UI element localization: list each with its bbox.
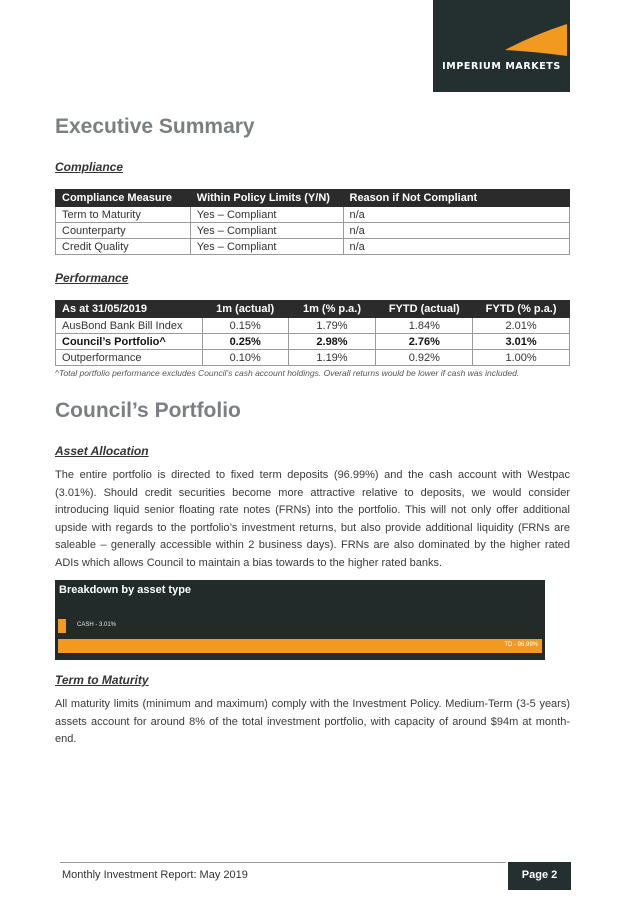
bar-cash xyxy=(58,619,66,633)
footer-divider xyxy=(60,862,506,863)
table-cell: 3.01% xyxy=(473,334,570,350)
table-cell: 1.00% xyxy=(473,350,570,366)
column-header: 1m (% p.a.) xyxy=(288,301,376,318)
imperium-markets-logo xyxy=(433,0,570,92)
table-header-row xyxy=(56,190,570,207)
table-row xyxy=(56,318,570,334)
table-row xyxy=(56,350,570,366)
term-to-maturity-heading: Term to Maturity xyxy=(55,673,149,687)
executive-summary-title: Executive Summary xyxy=(55,115,255,138)
table-cell: Yes – Compliant xyxy=(190,239,343,255)
performance-table xyxy=(55,300,570,366)
table-cell: n/a xyxy=(343,207,570,223)
table-cell: Yes – Compliant xyxy=(190,223,343,239)
column-header: Within Policy Limits (Y/N) xyxy=(190,190,343,207)
table-cell: 2.01% xyxy=(473,318,570,334)
table-row xyxy=(56,223,570,239)
compliance-table xyxy=(55,189,570,255)
logo-text: IMPERIUM MARKETS xyxy=(442,61,561,72)
table-cell: 2.76% xyxy=(376,334,473,350)
chart-title: Breakdown by asset type xyxy=(59,584,192,596)
table-header-row xyxy=(56,301,570,318)
bar-td xyxy=(58,639,542,653)
table-cell: 0.15% xyxy=(202,318,288,334)
asset-type-chart xyxy=(55,580,545,660)
table-cell: Counterparty xyxy=(56,223,191,239)
table-cell: 1.79% xyxy=(288,318,376,334)
asset-allocation-heading: Asset Allocation xyxy=(55,444,149,458)
table-cell: 0.25% xyxy=(202,334,288,350)
table-cell: Credit Quality xyxy=(56,239,191,255)
column-header: FYTD (% p.a.) xyxy=(473,301,570,318)
table-cell: 0.10% xyxy=(202,350,288,366)
table-cell: Yes – Compliant xyxy=(190,207,343,223)
table-cell: Term to Maturity xyxy=(56,207,191,223)
table-cell: 1.84% xyxy=(376,318,473,334)
asset-allocation-paragraph: The entire portfolio is directed to fixed term deposits (96.99%) and the cash account with Westpac (3.01%). Should credit securities become more attractive relative to deposits, we would consider introducing liquid senior floating rate notes (FRNs) into the portfolio. This will not only offer additional upside with regards to the portfolio’s investment returns, but also provide additional liquidity (FRNs are saleable – generally accessible within 2 business days). FRNs are also dominated by the higher rated ADIs which allows Council to maintain a bias towards to the higher rated banks. xyxy=(55,469,570,569)
column-header: FYTD (actual) xyxy=(376,301,473,318)
table-cell: AusBond Bank Bill Index xyxy=(56,318,203,334)
table-cell: Outperformance xyxy=(56,350,203,366)
table-cell: n/a xyxy=(343,239,570,255)
table-cell: 1.19% xyxy=(288,350,376,366)
page-number-badge: Page 2 xyxy=(508,862,571,890)
table-cell: n/a xyxy=(343,223,570,239)
column-header: Reason if Not Compliant xyxy=(343,190,570,207)
table-row xyxy=(56,334,570,350)
column-header: 1m (actual) xyxy=(202,301,288,318)
table-row xyxy=(56,239,570,255)
logo-swoosh-icon xyxy=(433,0,570,92)
column-header: As at 31/05/2019 xyxy=(56,301,203,318)
bar-label-td: TD - 96.99% xyxy=(504,642,538,648)
term-to-maturity-paragraph: All maturity limits (minimum and maximum) comply with the Investment Policy. Medium-Term (3-5 years) assets account for around 8% of the total investment portfolio, with capacity of around $94m at month-end. xyxy=(55,698,570,745)
table-cell: 0.92% xyxy=(376,350,473,366)
performance-footnote: ^Total portfolio performance excludes Council’s cash account holdings. Overall returns would be lower if cash was included. xyxy=(55,368,520,378)
council-portfolio-title: Council’s Portfolio xyxy=(55,399,241,422)
table-cell: Council’s Portfolio^ xyxy=(56,334,203,350)
table-cell: 2.98% xyxy=(288,334,376,350)
footer-text: Monthly Investment Report: May 2019 xyxy=(62,869,248,881)
bar-label-cash: CASH - 3.01% xyxy=(77,622,117,628)
table-row xyxy=(56,207,570,223)
performance-heading: Performance xyxy=(55,271,129,285)
column-header: Compliance Measure xyxy=(56,190,191,207)
compliance-heading: Compliance xyxy=(55,160,124,174)
